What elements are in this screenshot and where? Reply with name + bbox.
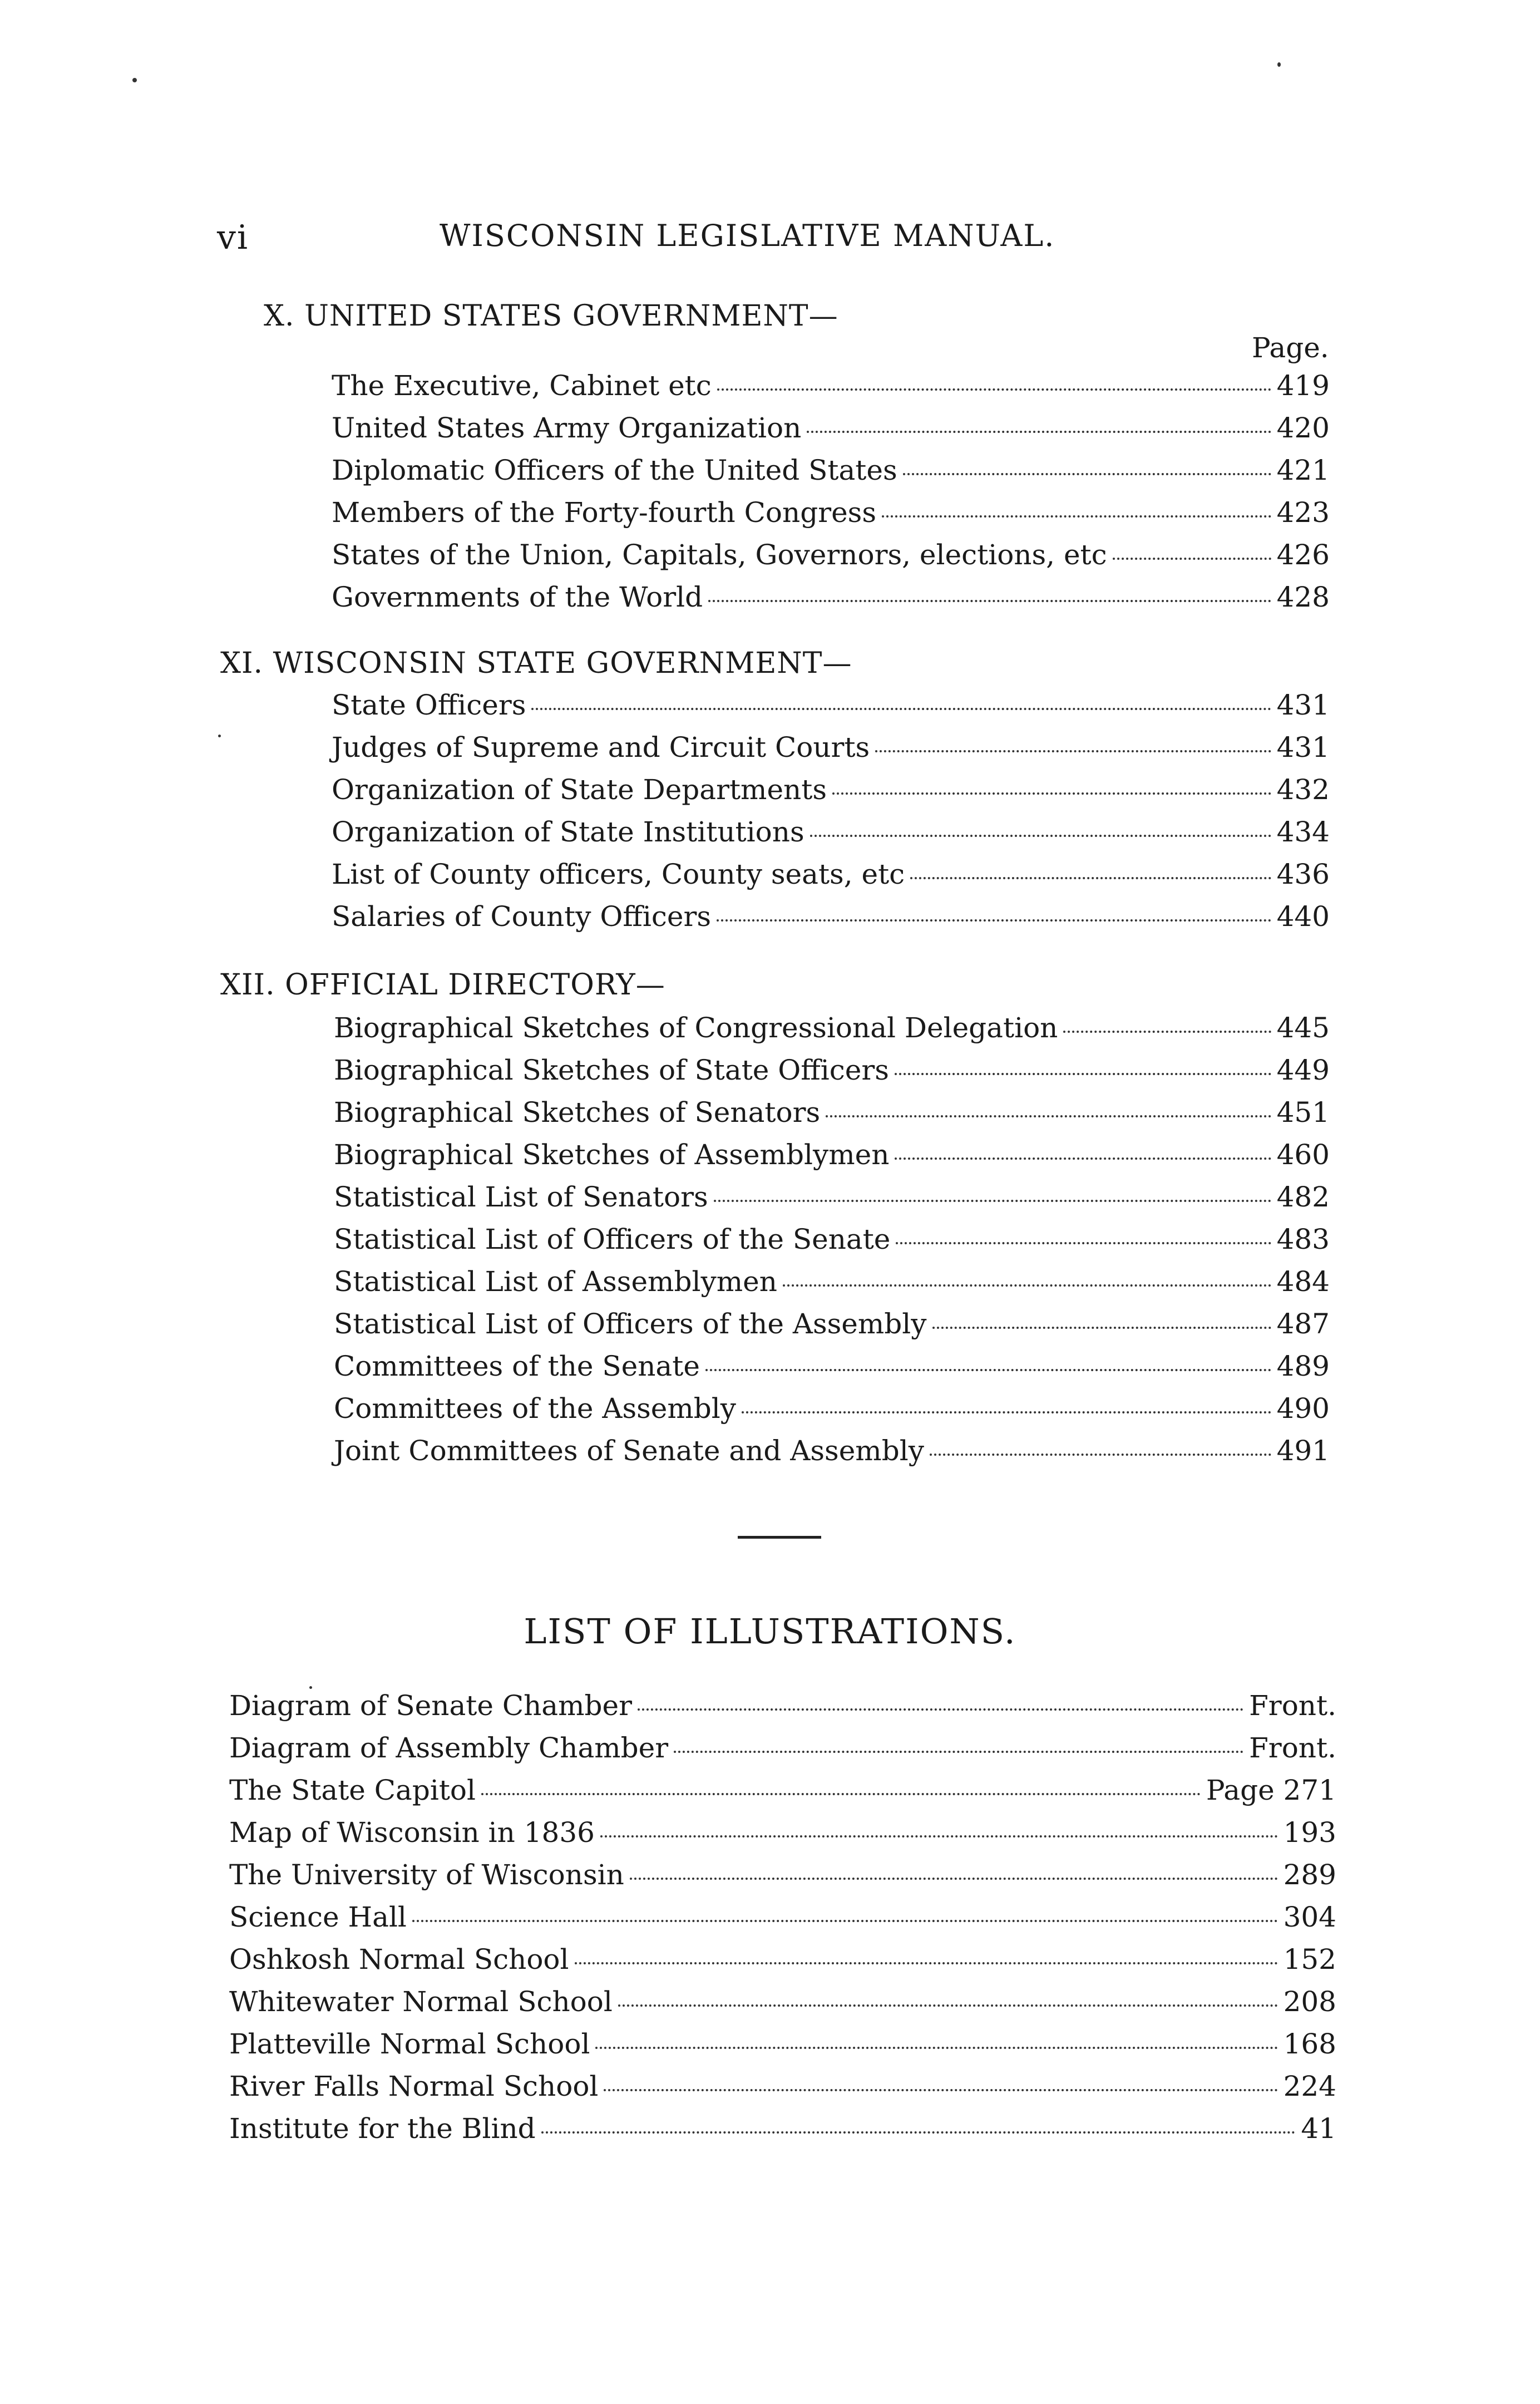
toc-entry[interactable] <box>332 818 1330 860</box>
entry-label: Diagram of Senate Chamber <box>229 1689 633 1722</box>
entry-label: Oshkosh Normal School <box>229 1943 569 1976</box>
dot-leader <box>638 1708 1243 1711</box>
toc-entry[interactable] <box>332 541 1330 583</box>
entry-label: Whitewater Normal School <box>229 1986 613 2018</box>
toc-entry[interactable] <box>332 733 1330 776</box>
entry-page: 168 <box>1283 2028 1336 2060</box>
dot-leader <box>875 750 1271 752</box>
entry-label: Biographical Sketches of State Officers <box>334 1054 889 1086</box>
print-speck <box>309 1686 312 1689</box>
entry-page: 41 <box>1301 2112 1336 2145</box>
entry-page: 436 <box>1276 858 1330 890</box>
entry-label: Statistical List of Senators <box>334 1181 708 1213</box>
toc-entry[interactable] <box>334 1352 1330 1395</box>
dot-leader <box>896 1242 1271 1244</box>
dot-leader <box>575 1962 1278 1964</box>
entry-page: 304 <box>1283 1901 1336 1933</box>
dot-leader <box>895 1157 1271 1160</box>
dot-leader <box>708 600 1271 602</box>
toc-entry[interactable] <box>334 1437 1330 1479</box>
entry-label: Platteville Normal School <box>229 2028 590 2060</box>
entry-page: Page 271 <box>1206 1774 1336 1806</box>
entry-page: 431 <box>1276 689 1330 721</box>
toc-entry[interactable] <box>332 860 1330 903</box>
entry-page: 440 <box>1276 900 1330 933</box>
illustrations-list <box>229 1689 1336 2157</box>
toc-entry[interactable] <box>332 691 1330 733</box>
entry-page: 451 <box>1276 1096 1330 1129</box>
dot-leader <box>826 1115 1271 1117</box>
entry-page: 423 <box>1276 496 1330 529</box>
illustration-entry[interactable] <box>229 2030 1336 2072</box>
entry-label: Organization of State Departments <box>332 774 827 806</box>
dot-leader <box>705 1369 1271 1371</box>
entry-label: Statistical List of Assemblymen <box>334 1265 777 1298</box>
entry-page: 289 <box>1283 1859 1336 1891</box>
dot-leader <box>630 1878 1278 1880</box>
toc-entry[interactable] <box>334 1392 1330 1437</box>
entry-label: The State Capitol <box>229 1774 476 1806</box>
toc-entry[interactable] <box>332 456 1330 499</box>
entry-page: 421 <box>1276 454 1330 486</box>
running-head-title: WISCONSIN LEGISLATIVE MANUAL. <box>440 218 1055 253</box>
toc-entry[interactable] <box>332 900 1330 945</box>
illustration-entry[interactable] <box>229 1861 1336 1903</box>
entry-label: State Officers <box>332 689 526 721</box>
entry-page: 224 <box>1283 2070 1336 2102</box>
entry-page: 491 <box>1276 1435 1330 1467</box>
dot-leader <box>604 2089 1277 2091</box>
entry-page: 431 <box>1276 731 1330 763</box>
dot-leader <box>714 1200 1271 1202</box>
entry-label: River Falls Normal School <box>229 2070 599 2102</box>
toc-entry[interactable] <box>334 1056 1330 1098</box>
dot-leader <box>895 1073 1271 1075</box>
dot-leader <box>903 473 1271 475</box>
entry-label: Statistical List of Officers of the Assembly <box>334 1308 927 1340</box>
entry-page: 449 <box>1276 1054 1330 1086</box>
entry-label: List of County officers, County seats, etc <box>332 858 905 890</box>
dot-leader <box>717 919 1271 922</box>
dot-leader <box>810 835 1271 837</box>
entry-page: 487 <box>1276 1308 1330 1340</box>
toc-entry[interactable] <box>332 496 1330 541</box>
entry-page: 489 <box>1276 1350 1330 1382</box>
toc-entry[interactable] <box>334 1098 1330 1141</box>
entry-label: The Executive, Cabinet etc <box>332 370 712 402</box>
toc-entry[interactable] <box>332 372 1330 414</box>
print-speck <box>1277 62 1281 67</box>
entry-page: 483 <box>1276 1223 1330 1255</box>
dot-leader <box>481 1793 1201 1795</box>
dot-leader <box>930 1454 1271 1456</box>
entry-page: 460 <box>1276 1139 1330 1171</box>
entry-page: 426 <box>1276 539 1330 571</box>
entry-label: Biographical Sketches of Congressional Delegation <box>334 1012 1058 1044</box>
entry-page: 432 <box>1276 774 1330 806</box>
entry-page: Front. <box>1249 1689 1336 1722</box>
dot-leader <box>531 708 1271 710</box>
toc-entry[interactable] <box>334 1225 1330 1268</box>
toc-entry[interactable] <box>332 414 1330 456</box>
dot-leader <box>541 2131 1296 2134</box>
running-head <box>217 218 1107 257</box>
entry-label: Diplomatic Officers of the United States <box>332 454 897 486</box>
entry-label: Judges of Supreme and Circuit Courts <box>332 731 870 763</box>
illustration-entry[interactable] <box>229 1734 1336 1776</box>
dot-leader <box>412 1920 1278 1922</box>
entry-label: Map of Wisconsin in 1836 <box>229 1816 595 1849</box>
entry-page: 152 <box>1283 1943 1336 1976</box>
dot-leader <box>600 1835 1278 1838</box>
toc-entry[interactable] <box>332 776 1330 818</box>
entry-page: 193 <box>1283 1816 1336 1849</box>
entry-label: Institute for the Blind <box>229 2112 536 2145</box>
entry-label: Governments of the World <box>332 581 703 613</box>
dot-leader <box>674 1751 1243 1753</box>
dot-leader <box>595 2047 1277 2049</box>
entry-label: Members of the Forty-fourth Congress <box>332 496 877 529</box>
section-heading: XII. OFFICIAL DIRECTORY— <box>220 968 665 1002</box>
entry-label: Biographical Sketches of Assemblymen <box>334 1139 890 1171</box>
toc-entry[interactable] <box>334 1141 1330 1183</box>
entry-label: The University of Wisconsin <box>229 1859 624 1891</box>
entry-label: Committees of the Senate <box>334 1350 700 1382</box>
illustration-entry[interactable] <box>229 1816 1336 1861</box>
entry-page: 434 <box>1276 816 1330 848</box>
entry-label: Science Hall <box>229 1901 407 1933</box>
entry-label: United States Army Organization <box>332 412 802 444</box>
dot-leader <box>717 388 1271 391</box>
section-heading: X. UNITED STATES GOVERNMENT— <box>264 299 838 333</box>
dot-leader <box>832 792 1271 795</box>
dot-leader <box>910 877 1271 879</box>
entry-label: States of the Union, Capitals, Governors, elections, etc <box>332 539 1107 571</box>
page-column-label: Page. <box>1252 332 1329 364</box>
entry-page: 482 <box>1276 1181 1330 1213</box>
entry-label: Statistical List of Officers of the Senate <box>334 1223 891 1255</box>
illustration-entry[interactable] <box>229 1988 1336 2030</box>
entry-label: Organization of State Institutions <box>332 816 804 848</box>
dot-leader <box>807 431 1271 433</box>
entry-label: Committees of the Assembly <box>334 1392 737 1425</box>
page-folio: vi <box>217 218 249 257</box>
section-divider-rule <box>738 1536 821 1539</box>
entry-page: 208 <box>1283 1986 1336 2018</box>
entry-page: Front. <box>1249 1732 1336 1764</box>
illustration-entry[interactable] <box>229 1903 1336 1945</box>
entry-page: 420 <box>1276 412 1330 444</box>
dot-leader <box>882 515 1271 518</box>
dot-leader <box>1063 1031 1271 1033</box>
toc-entry[interactable] <box>334 1310 1330 1352</box>
section-heading: XI. WISCONSIN STATE GOVERNMENT— <box>220 647 852 680</box>
toc-entry[interactable] <box>332 583 1330 625</box>
entry-label: Biographical Sketches of Senators <box>334 1096 821 1129</box>
entry-label: Diagram of Assembly Chamber <box>229 1732 669 1764</box>
dot-leader <box>932 1327 1271 1329</box>
toc-entry[interactable] <box>334 1183 1330 1225</box>
entry-label: Joint Committees of Senate and Assembly <box>334 1435 924 1467</box>
entry-label: Salaries of County Officers <box>332 900 712 933</box>
entry-page: 445 <box>1276 1012 1330 1044</box>
dot-leader <box>783 1284 1271 1287</box>
toc-entry[interactable] <box>334 1265 1330 1310</box>
illustration-entry[interactable] <box>229 1689 1336 1734</box>
illustration-entry[interactable] <box>229 1945 1336 1988</box>
print-speck <box>218 735 221 737</box>
entry-page: 419 <box>1276 370 1330 402</box>
dot-leader <box>618 2004 1278 2007</box>
dot-leader <box>1113 558 1271 560</box>
illustration-entry[interactable] <box>229 2072 1336 2115</box>
entry-page: 484 <box>1276 1265 1330 1298</box>
illustration-entry[interactable] <box>229 2112 1336 2157</box>
entry-page: 428 <box>1276 581 1330 613</box>
toc-entry[interactable] <box>334 1014 1330 1056</box>
illustration-entry[interactable] <box>229 1776 1336 1819</box>
print-speck <box>132 78 137 82</box>
entry-page: 490 <box>1276 1392 1330 1425</box>
dot-leader <box>742 1411 1271 1413</box>
illustrations-heading: LIST OF ILLUSTRATIONS. <box>524 1611 1016 1652</box>
